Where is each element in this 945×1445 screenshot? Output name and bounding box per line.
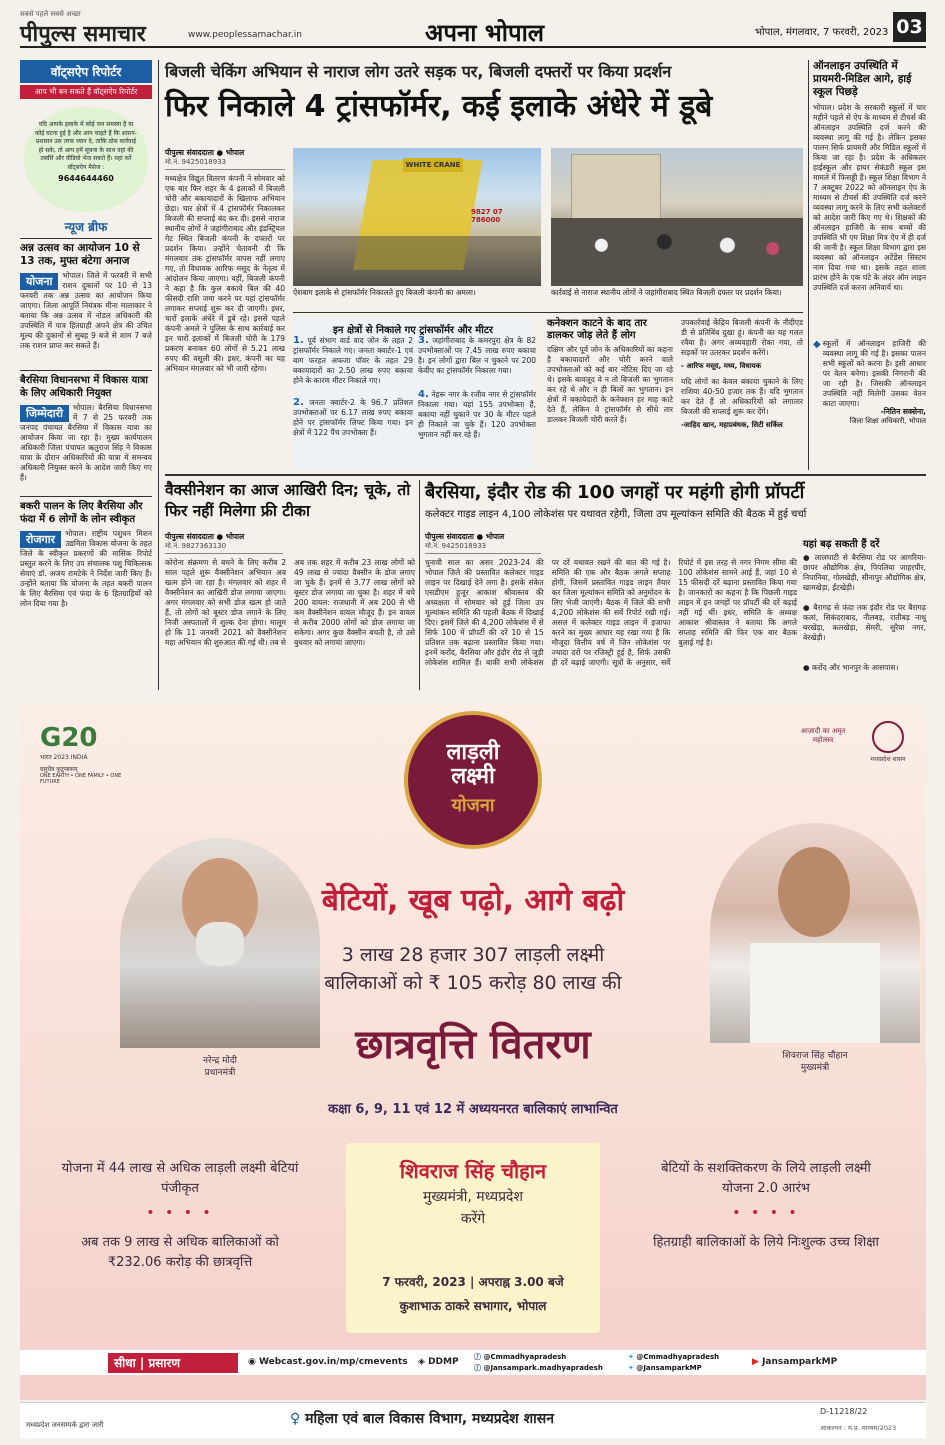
youtube-icon: ▶ xyxy=(752,1357,759,1367)
fact-left-dots: • • • • xyxy=(146,1205,214,1221)
brief3-title: बकरी पालन के लिए बैरसिया और फंदा में 6 लोगों के लोन स्वीकृत xyxy=(20,501,143,525)
design-credit: आकल्पन : म.प्र. माध्यम/2023 xyxy=(820,1424,897,1432)
main-story xyxy=(165,60,803,470)
right-bullet: स्कूलों में ऑनलाइन हाजिरी की व्यवस्था लागू की गई है। इसका पालन सभी स्कूलों को करना है। इसी आधार पर वेतन बनेगा। इसकी निगरानी की जा रही है। जिसकी ऑनलाइन उपस्थिति नहीं मिलेगी उसका वेतन काटा जाएगा। xyxy=(822,339,926,408)
page-number: 03 xyxy=(893,12,926,42)
areas-item-4: 4. नेहरू नगर के रजीव नगर से ट्रांसफॉर्मर निकाला गया। यहां 155 उपभोक्ता हैं, बकाया नहीं चुकाने पर 30 के मीटर पहले ही निकाले जा चुके हैं। 120 उपभोक्ता भुगतान नहीं कर रहे हैं। xyxy=(418,389,537,439)
rates-box-title: यहां बढ़ सकती हैं दरें xyxy=(803,539,880,550)
broadcast-bar xyxy=(20,1349,926,1375)
side-body: दक्षिण और पूर्व जोन के अधिकारियों का कहना है बकायादारों और चोरी करने वाले उपभोक्ताओं को कई बार नोटिस दिए जा रहे थे। इसके बावजूद वे न तो बिजली का भुगतान कर रहे थे और न ही बिलों का भुगतान। इन क्षेत्रों में बकायेदारों के कनेक्शन हर माह काटे देते हैं, लेकिन वे ट्रांसफॉर्मर से सीधे तार डालकर बिजली चोरी करते हैं। xyxy=(547,345,673,424)
g20-sub: भारत 2023 INDIA xyxy=(40,754,88,761)
right-column xyxy=(813,60,926,470)
logo-word-1: लाड़ली xyxy=(446,740,500,765)
property-body: चुनावी साल का असर 2023-24 की भोपाल जिले की प्रस्तावित कलेक्टर गाइड लाइन पर दिखाई देने लगा है। इसके संकेत एसडीएम हुजूर आकाश श्रीवास्तव की अध्यक्षता में सोमवार को हुई जिला उप मूल्यांकन समिति की पहली बैठक में दिखाई दिए। इसमें जिले की 4,200 लोकेशंस में से सिर्फ 100 में प्रॉपर्टी की दरें 10 से 15 प्रतिशत तक बढ़ाना प्रस्तावित किया गया। इनमें करोंद, बैरसिया और इंदौर रोड से जुड़ी लोकेशंस शामिल हैं। बाकी सभी लोकेशंस पर दरें यथावत रखने की बात की गई है। समिति की एक और बैठक अगले सप्ताह होगी, जिसमें प्रस्तावित गाइड लाइन तैयार कर जिला मूल्यांकन समिति को अनुमोदन के लिए भेजी जाएगी। बैठक में जिले की सभी 4,200 लोकेशंस की सर्वे रिपोर्ट रखी गई। असल में कलेक्टर गाइड लाइन में इजाफा करने का मुख्य आधार यह रखा गया है कि मौजूदा वित्तीय वर्ष में जिन लोकेशंस पर ज्यादा दरों पर रजिस्ट्री हुई है, सिर्फ उसकी ही दरें बढ़ाई जाएगी। सूत्रों के अनुसार, सर्वे रिपोर्ट में इस तरह से नगर निगम सीमा की 100 लोकेशंस सामने आई हैं, जहां 10 से 15 फीसदी दरें बढ़ाना प्रस्तावित किया गया है। जानकारों का कहना है कि पिछली गाइड लाइन में इन जगहों पर प्रॉपर्टी की दरें बढ़ाई नहीं गई थीं। इधर, समिति के अध्यक्ष आकाश श्रीवास्तव ने बताया कि अगले सप्ताह समिति की फिर एक बार बैठक बुलाई गई है। xyxy=(425,558,797,667)
section-title: अपना भोपाल xyxy=(425,19,545,47)
bullet-icon: ◆ xyxy=(813,339,821,350)
property-story xyxy=(425,480,926,690)
webcast-link[interactable]: ◉ Webcast.gov.in/mp/cmevents xyxy=(248,1357,408,1367)
right-author-title: जिला शिक्षा अधिकारी, भोपाल xyxy=(849,417,926,425)
cm-title: मुख्यमंत्री xyxy=(800,1063,830,1073)
property-byline: पीपुल्स संवाददाता ● भोपाल xyxy=(425,532,505,541)
dateline: भोपाल, मंगलवार, 7 फरवरी, 2023 xyxy=(755,27,889,38)
crane-number: 9827 07 786000 xyxy=(471,208,503,224)
photo-crane: WHITE CRANE 9827 07 786000 xyxy=(293,148,541,286)
youtube-link[interactable]: ▶ JansamparkMP xyxy=(752,1357,838,1367)
left-column xyxy=(20,60,152,690)
g20-motto-2: ONE EARTH • ONE FAMILY • ONE FUTURE xyxy=(40,773,122,785)
property-deck: कलेक्टर गाइड लाइन 4,100 लोकेशंस पर यथावत रहेगी, जिला उप मूल्यांकन समिति की बैठक में हुई चर्चा xyxy=(425,509,807,520)
cm-name: शिवराज सिंह चौहान xyxy=(782,1051,848,1061)
fact-right-2: हितग्राही बालिकाओं के लिये निःशुल्क उच्च शिक्षा xyxy=(653,1235,879,1250)
right-title: ऑनलाइन उपस्थिति में प्रायमरी-मिडिल आगे, हाई स्कूल पिछड़े xyxy=(813,60,912,98)
logo-word-2: लक्ष्मी xyxy=(451,764,495,789)
brief2-tag: जिम्मेदारी xyxy=(20,405,69,422)
fact-left-1: योजना में 44 लाख से अधिक लाड़ली लक्ष्मी बेटियां पंजीकृत xyxy=(61,1161,299,1196)
brief2-body: भोपाल। बैरसिया विधानसभा में 7 से 25 फरवरी तक जनपद पंचायत बैरसिया में विकास यात्रा का आयोजन किया जा रहा है। मुख्य कार्यपालन अधिकारी जिला पंचायत ऋतुराज सिंह ने विकास यात्रा के दौरान अधिकारियों की यात्रा में समन्वय अधिकारी नियुक्त करने के आदेश जारी किए गए हैं। xyxy=(20,403,152,482)
event-time: 7 फरवरी, 2023 | अपराह्न 3.00 बजे xyxy=(382,1275,564,1289)
side-title: कनेक्शन काटने के बाद तार डालकर जोड़ लेते हैं लोग xyxy=(547,318,647,341)
main-body: मध्यक्षेत्र विद्युत वितरण कंपनी ने सोमवार को एक बार फिर शहर के 4 इलाकों में बिजली चोरी और बकायादारों के खिलाफ अभियान छेड़ा। चार क्षेत्रों में 4 ट्रांसफॉर्मर निकालकर बिजली की सप्लाई बंद कर दी। इससे नाराज स्थानीय लोगों ने जहांगीराबाद और इंडस्ट्रियल गेट स्थित बिजली कंपनी के दफ्तरों पर प्रदर्शन किया। उन्होंने चेतावनी दी कि मंगलवार तक ट्रांसफॉर्मर वापस नहीं लगाए गए, तो विधायक आरिफ मसूद के नेतृत्व में आंदोलन किया जाएगा। वहीं, बिजली कंपनी ने कहा है कि कुल बकाये बिल की 40 फीसदी राशि जमा करने पर यहां ट्रांसफॉर्मर लगाकर सप्लाई शुरू कर दी जाएगी। इधर, चारों इलाके अंधेरे में डूबे रहे। इससे पहले कंपनी अमले ने पुलिस के साथ कार्रवाई कर इन चारों इलाकों में बिजली चोरी के 179 प्रकरण बनाकर 60 लोगों से 5.21 लाख रुपए की वसूली की। इधर, कंपनी का यह अभियान मंगलवार को भी जारी रहेगा। xyxy=(165,174,285,373)
rates-item-1: ● लालघाटी से बैरसिया रोड पर आगरिया-छापर औद्योगिक क्षेत्र, पिपलिया जाहरपीर, निपानिया, गोलखेड़ी, सीनापुर औद्योगिक क्षेत्र, खामखेड़ा, ईंटखेड़ी। xyxy=(803,553,926,592)
vaccine-body: कोरोना संक्रमण से बचने के लिए करीब 2 साल पहले शुरू वैक्सीनेशन अभियान अब खत्म होने जा रहा है। मंगलवार को शहर में वैक्सीनेशन का आखिरी डोज लगाया जाएगा। अगर मंगलवार को सभी डोज खत्म हो जाते हैं, तो लोगों को बूस्टर डोज लगाने के लिए निजी अस्पतालों में शुल्क देना होगा। मालूम हो कि 11 जनवरी 2021 को वैक्सीनेशन महा अभियान की शुरुआत की गई थी। तब से अब तक शहर में करीब 23 लाख लोगों को 49 लाख से ज्यादा वैक्सीन के डोज लगाए जा चुके हैं। इनमें से 3.77 लाख लोगों को बूस्टर डोज लगाया जा चुका है। शहर में बचे 200 वायल: राजधानी में अब 200 से भी कम वैक्सीनेशन वायल मौजूद हैं। इन वायल से करीब 2000 लोगों को डोज लगाया जा सकेगा। अगर कुछ वैक्सीन बचती है, तो उसे बुधवार को लगाया जाएगा। xyxy=(165,558,415,647)
property-mobile: मो.नं. 9425018933 xyxy=(425,542,541,554)
vaccine-mobile: मो.नं. 9827363130 xyxy=(165,542,283,554)
vaccine-story xyxy=(165,480,415,690)
facebook-icon: ⓕ xyxy=(474,1353,481,1361)
quote-zahid-author: -जाहिद खान, महाप्रबंधक, सिटी सर्किल xyxy=(681,421,783,429)
website-link[interactable]: www.peoplessamachar.in xyxy=(188,30,302,40)
quote-arif: उपकार्रवाई केंद्रिय बिजली कंपनी के नीदीएड डी से प्रतिबिंब दुखा हूं। कंपनी का यह गलत रवैया है। अगर अव्यवहारी रोका गया, तो सड़कों पर उतरकर प्रदर्शन करेंगे। xyxy=(681,318,803,357)
brief3-body: भोपाल। राष्ट्रीय पशुधन मिशन उद्यमिता विकास योजना के तहत जिले के स्वीकृत प्रकरणों की मासिक रिपोर्ट प्रस्तुत करने के लिए उप संचालक पशु चिकित्सक सेवाएं डॉ. अजय रामटेके ने निर्देश जारी किए हैं। उन्होंने बताया कि योजना के तहत बकरी पालन के लिए बैरसिया एवं फंदा के 6 हितग्राहियों को लोन दिया गया है। xyxy=(20,529,152,608)
department-name: ♀ महिला एवं बाल विकास विभाग, मध्यप्रदेश शासन xyxy=(290,1411,554,1427)
areas-box-title: इन क्षेत्रों से निकाले गए ट्रांसफॉर्मर और मीटर xyxy=(333,325,493,336)
property-headline: बैरसिया, इंदौर रोड की 100 जगहों पर महंगी होगी प्रॉपर्टी xyxy=(425,482,805,503)
mp-govt-emblem xyxy=(860,721,916,763)
photo-protest xyxy=(551,148,803,286)
woman-icon: ♀ xyxy=(290,1411,301,1427)
azadi-logo: आज़ादी का अमृत महोत्सव xyxy=(800,727,846,744)
g20-mark: G20 xyxy=(40,723,98,753)
right-body: भोपाल। प्रदेश के सरकारी स्कूलों में चार महीने पहले से ऐप के माध्यम से टीचर्स की ऑनलाइन उपस्थिति दर्ज करने की व्यवस्था लागू की गई है। लेकिन इसका पालन सिर्फ प्रायमरी और मिडिल स्कूलों में किया जा रहा है। प्रदेश के अधिकतर हाईस्कूल और हायर सेकंडरी स्कूल इस मामले में फिसड्डी हैं। स्कूल शिक्षा विभाग ने 7 अक्टूबर 2022 को ऑनलाइन ऐप के माध्यम से टीचर्स की उपस्थिति दर्ज करने व्यवस्था लागू करने के लिए सभी कलेक्टरों को आदेश जारी किए गए थे। शिक्षकों की ऑनलाइन हाजिरी के साथ बच्चों की उपस्थिति भी एम शिक्षा मित्र ऐप में ही दर्ज की जानी है। स्कूल शिक्षा विभाग द्वारा इस व्यवस्था को ऑनलाइन अटेंडेंस सिस्टम नाम दिया गया था। इसके तहत शाला प्रारंभ होने के एक घंटे के अंदर ऑन लाइन उपस्थिति दर्ज करना अनिवार्य था। xyxy=(813,103,926,292)
rates-item-2: ● बैरागढ़ से फंदा तक इंदौर रोड पर बैरागढ़ कलां, सिकंदराबाद, नीलबड़, रातीबड़ नाथू बरखेड़ा, कलखेड़ा, सेमरी, सुरैया नगर, बेरखेड़ी। xyxy=(803,603,926,642)
twitter-links[interactable]: ✦ @Cmmadhyapradesh ✦ @JansamparkMP xyxy=(628,1353,720,1372)
whatsapp-message: यदि आपके इलाके में कोई जन समस्या है या कोई घटना हुई है और आप चाहते हैं कि शासन-प्रशासन उस तरफ ध्यान दे, ताकि ठोस कार्रवाई हो सके, तो आप हमें सूचना के साथ वहां की तस्वीरें और वीडियो भेज सकते हैं। यहां करें वॉट्सऐप मैसेज : xyxy=(35,121,137,171)
quote-zahid: यदि लोगों का केवल बकाया चुकाने के लिए राशिया 40-50 हजार तक हैं। यदि भुगतान कर देते हैं तो अधिकारियों को लगातार बिजली की सप्लाई शुरू कर देंगे। xyxy=(681,377,803,416)
brief2-title: बैरसिया विधानसभा में विकास यात्रा के लिए अधिकारी नियुक्त xyxy=(20,375,148,399)
whatsapp-title: वॉट्सऐप रिपोर्टर xyxy=(20,60,152,83)
event-verb: करेंगे xyxy=(460,1211,486,1227)
facebook-links[interactable]: ⓕ @Cmmadhyapradesh ⓕ @Jansampark.madhyapradesh xyxy=(474,1353,603,1372)
fact-left-2: अब तक 9 लाख से अधिक बालिकाओं को ₹232.06 करोड़ की छात्रवृत्ति xyxy=(81,1235,279,1270)
main-headline: फिर निकाले 4 ट्रांसफॉर्मर, कई इलाके अंधेरे में डूबे xyxy=(165,89,713,124)
twitter-icon: ✦ xyxy=(628,1353,634,1361)
ladli-laxmi-advertisement xyxy=(20,703,926,1400)
right-author: -नितिन सक्सेना, xyxy=(880,407,926,416)
quote-arif-author: - आरिफ मसूद, मध्य, विधायक xyxy=(681,362,761,370)
ad-slogan: बेटियों, खूब पढ़ो, आगे बढ़ो xyxy=(321,883,625,918)
event-venue: कुशाभाऊ ठाकरे सभागार, भोपाल xyxy=(399,1299,547,1313)
brief1-tag: योजना xyxy=(20,273,58,290)
ddmp-icon: ◈ xyxy=(418,1357,425,1367)
cm-photo xyxy=(710,823,920,1043)
live-broadcast-badge: सीधा | प्रसारण xyxy=(108,1353,238,1373)
event-chief-guest: शिवराज सिंह चौहान xyxy=(399,1159,547,1183)
paper-name: पीपुल्स समाचार xyxy=(20,22,146,47)
issuer-note: मध्यप्रदेश जनसम्पर्क द्वारा जारी xyxy=(26,1421,104,1429)
whatsapp-subtitle: आप भी बन सकते हैं वॉट्सऐप रिपोर्टर xyxy=(20,85,152,99)
event-guest-title: मुख्यमंत्री, मध्यप्रदेश xyxy=(423,1189,523,1205)
main-mobile: मो.नं. 9425018933 xyxy=(165,158,285,170)
fact-right-1: बेटियों के सशक्तिकरण के लिये लाड़ली लक्ष्मी योजना 2.0 आरंभ xyxy=(661,1161,871,1196)
brief3-tag: रोजगार xyxy=(20,531,61,548)
logo-word-3: योजना xyxy=(451,795,495,816)
ad-ref-number: D-11218/22 xyxy=(820,1407,868,1416)
paper-tagline: सबसे पहले सबसे अच्छा xyxy=(20,10,81,18)
ladli-laxmi-logo xyxy=(408,715,538,845)
ad-classes: कक्षा 6, 9, 11 एवं 12 में अध्ययनरत बालिकाएं लाभान्वित xyxy=(328,1102,618,1117)
vaccine-byline: पीपुल्स संवाददाता ● भोपाल xyxy=(165,532,245,541)
pm-title: प्रधानमंत्री xyxy=(204,1068,236,1078)
mp-govt-label: मध्यप्रदेश शासन xyxy=(870,756,906,763)
brief1-body: भोपाल। जिले में फरवरी में सभी राशन दुकानों पर 10 से 13 फरवरी तक अन्न उत्सव का आयोजन किया जाएगा। जिला आपूर्ति नियंत्रक मीना मालाकार ने बताया कि अन्न उत्सव में नोडल अधिकारी की उपस्थिति में पात्र हितग्राही अपने क्षेत्र की उचित मूल्य की दुकानों से सुबह 9 बजे से शाम 7 बजे तक राशन प्राप्त कर सकते हैं। xyxy=(20,271,152,350)
photo2-caption: कार्रवाई से नाराज स्थानीय लोगों ने जहांगीराबाद स्थित बिजली दफ्तर पर प्रदर्शन किया। xyxy=(551,288,782,297)
fact-right-dots: • • • • xyxy=(732,1205,800,1221)
photo1-caption: ऐशबाग इलाके से ट्रांसफॉर्मर निकालते हुए बिजली कंपनी का अमला। xyxy=(293,288,476,297)
areas-item-2: 2. जनता क्वार्टर-2 के 96.7 प्रतिशत उपभोक्ताओं पर 6.17 लाख रुपए बकाया होने पर ट्रांसफॉर्मर लिफ्ट किया गया। इन क्षेत्रों में 122 पैंच उपभोक्ता हैं। xyxy=(293,397,414,437)
areas-item-1: 1. पूर्व संभाग वार्ड वाद जोन के तहत 2 ट्रांसफॉर्मर निकाले गए। जनता क्वार्टर-1 एवं बाग फरहत अफजा पॉवर के तहत 29 बकायादारों का 2.50 लाख रुपए बकाया होने के कारण मीटर निकाले गए। xyxy=(293,335,413,385)
globe-icon: ◉ xyxy=(248,1357,256,1367)
whatsapp-number[interactable]: 9644644460 xyxy=(58,174,114,183)
ad-footer xyxy=(20,1402,926,1438)
live-label-a: सीधा xyxy=(114,1356,136,1370)
twitter-icon: ✦ xyxy=(628,1364,634,1372)
whatsapp-bubble xyxy=(24,107,148,212)
brief1-title: अन्न उत्सव का आयोजन 10 से 13 तक, मुफ्त बंटेगा अनाज xyxy=(20,242,140,267)
ad-big-title: छात्रवृत्ति वितरण xyxy=(355,1022,591,1068)
g20-logo xyxy=(40,723,140,785)
ad-line-2: बालिकाओं को ₹ 105 करोड़ 80 लाख की xyxy=(324,972,622,994)
facebook-icon: ⓕ xyxy=(474,1364,481,1372)
ad-line-1: 3 लाख 28 हजार 307 लाड़ली लक्ष्मी xyxy=(341,944,605,966)
vaccine-headline: वैक्सीनेशन का आज आखिरी दिन; चूके, तो फिर नहीं मिलेगा फ्री टीका xyxy=(165,481,411,520)
ddmp-link[interactable]: ◈ DDMP xyxy=(418,1357,459,1367)
areas-item-3: 3. जहांगीराबाद के कमरपुरा क्षेत्र के 82 उपभोक्ताओं पर 7.45 लाख रुपए बकाया है। इन लोगों द्वारा बिल न चुकाने पर 200 केवीए का ट्रांसफॉर्मर निकाला गया। xyxy=(418,335,536,375)
news-brief-title: न्यूज ब्रीफ xyxy=(64,220,108,234)
main-kicker: बिजली चेकिंग अभियान से नाराज लोग उतरे सड़क पर, बिजली दफ्तरों पर किया प्रदर्शन xyxy=(165,62,672,81)
pm-name: नरेन्द्र मोदी xyxy=(203,1056,237,1066)
live-label-b: प्रसारण xyxy=(148,1356,181,1370)
g20-motto-1: वसुधैव कुटुम्बकम् xyxy=(40,766,78,773)
main-byline: पीपुल्स संवाददाता ● भोपाल xyxy=(165,148,245,157)
masthead xyxy=(20,10,926,48)
rates-item-3: ● करोंद और भानपुर के आसपास। xyxy=(803,663,899,672)
